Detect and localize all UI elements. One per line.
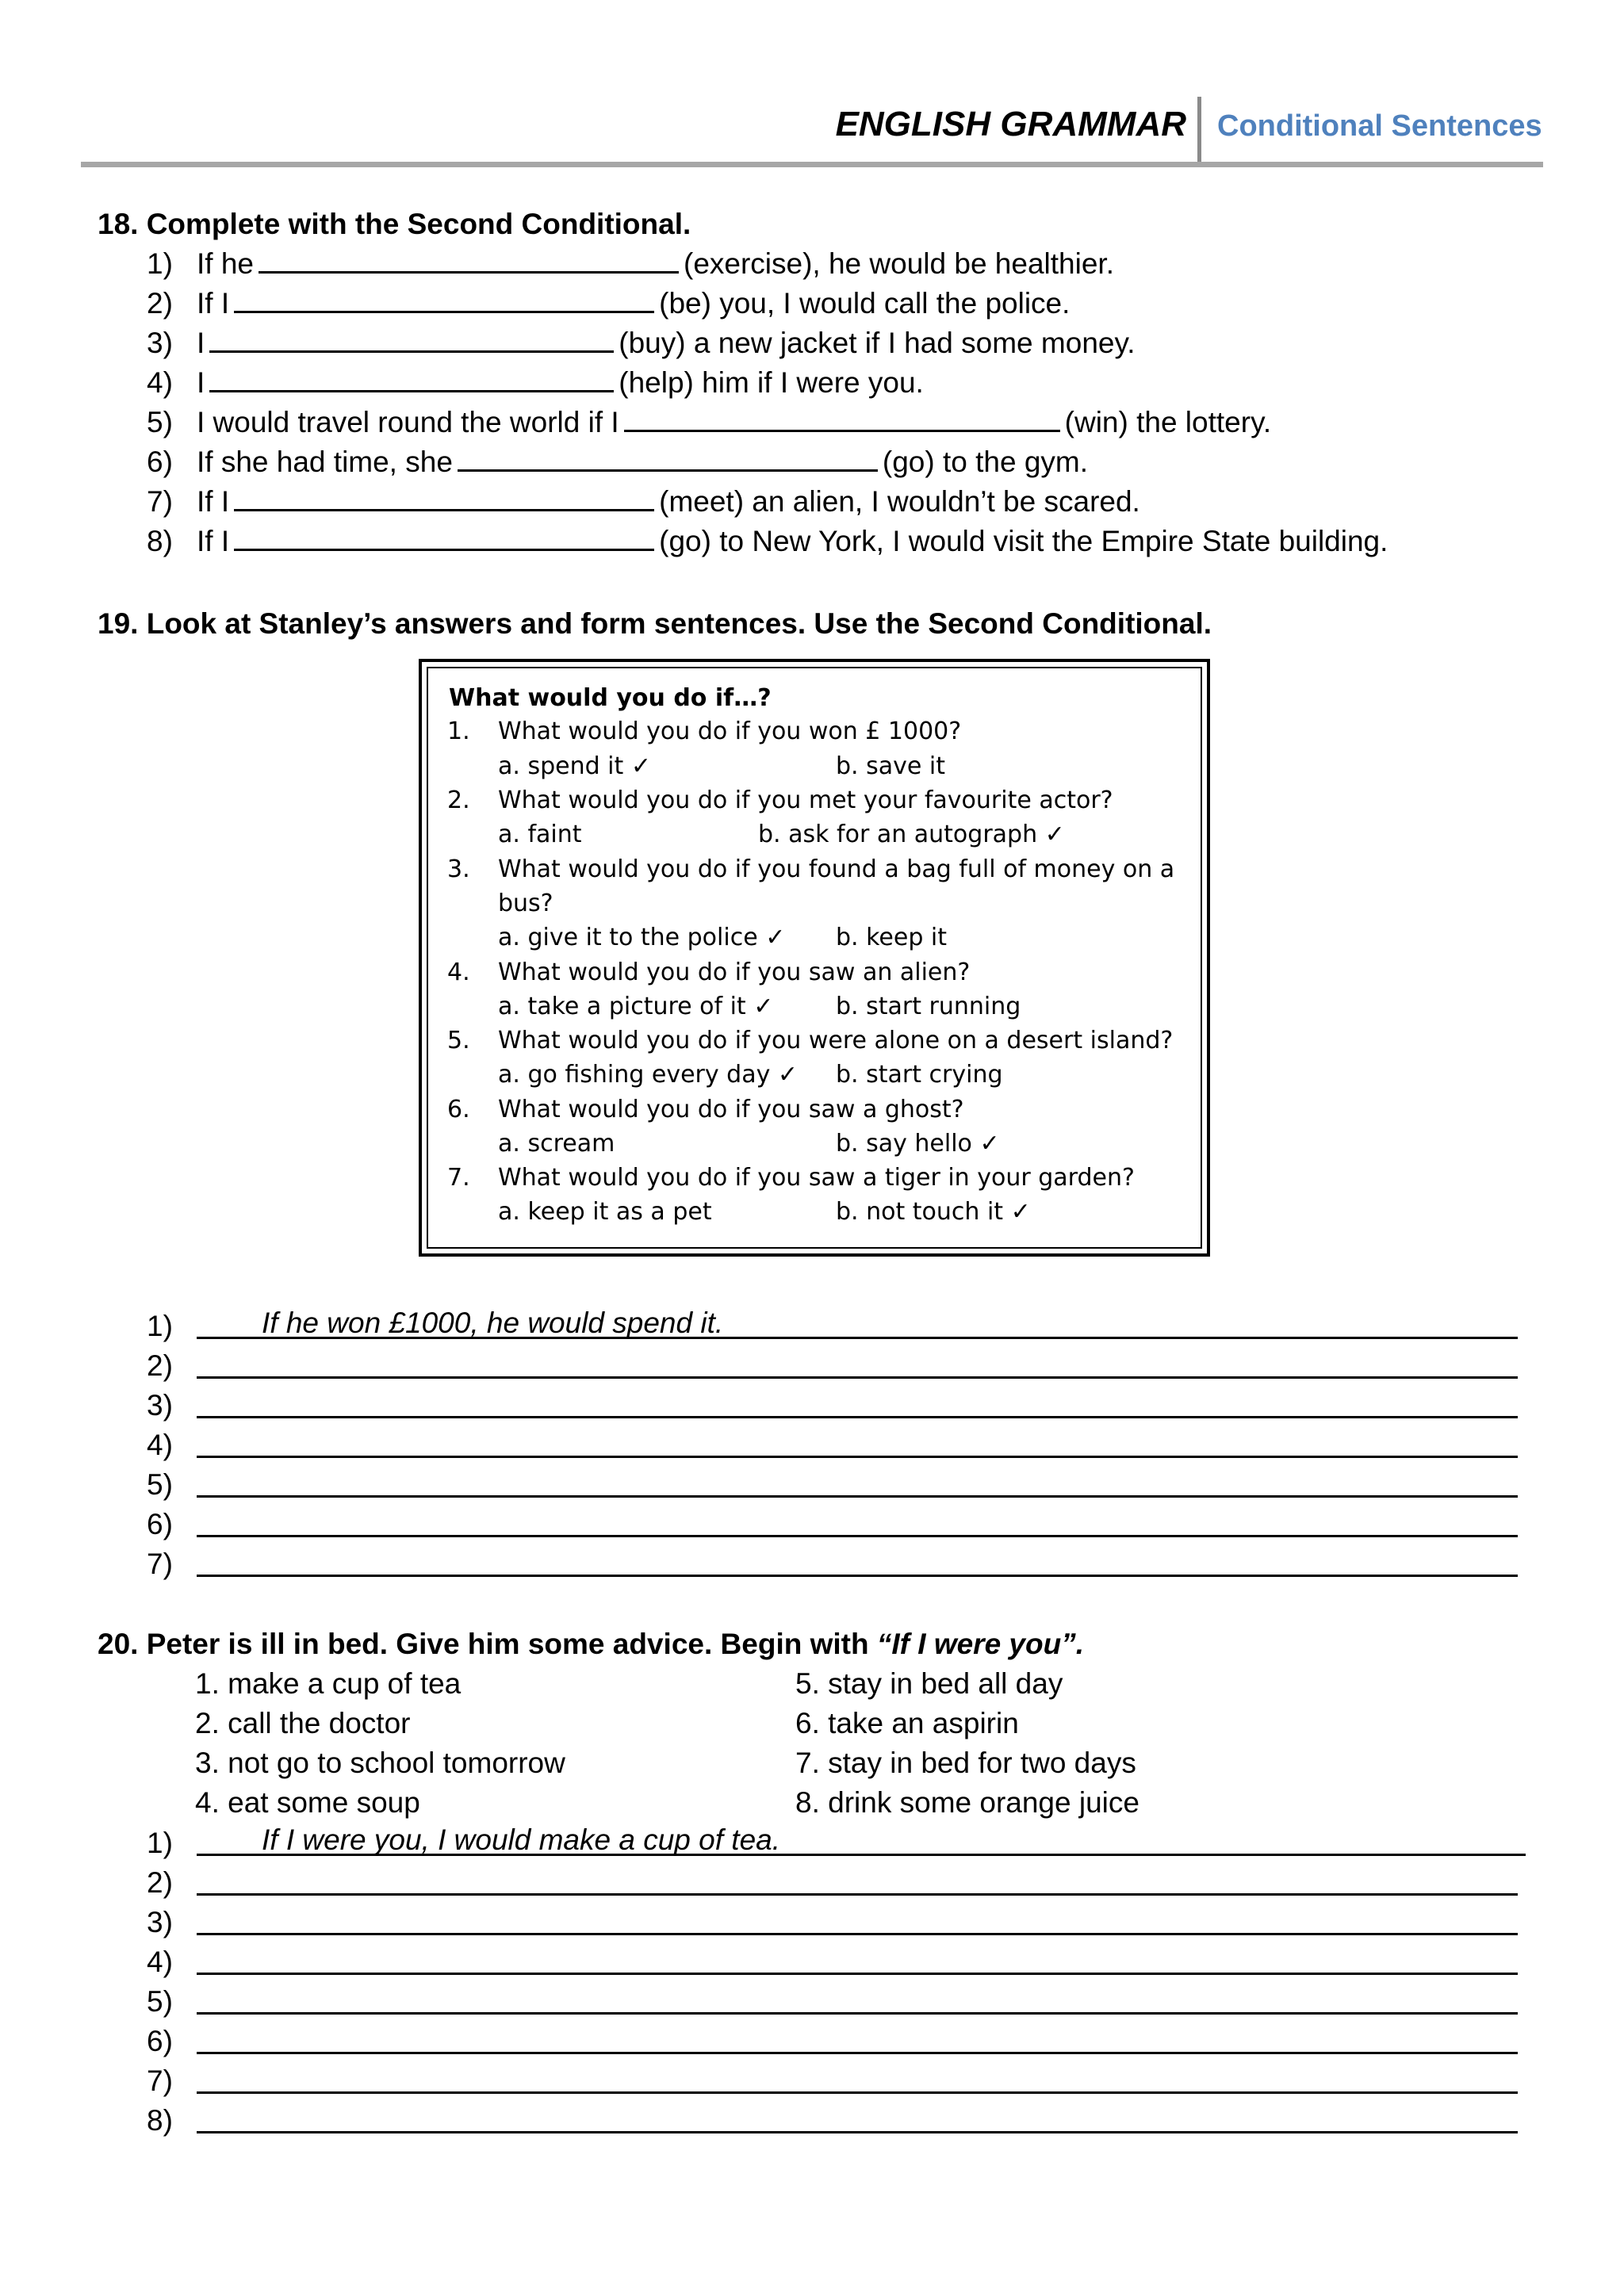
ex18-post: (exercise), he would be healthier. <box>684 247 1114 280</box>
survey-question-cont: bus? <box>498 890 553 917</box>
ex18-blank[interactable] <box>259 270 679 274</box>
ex18-blank[interactable] <box>234 310 654 313</box>
ex18-blank[interactable] <box>234 508 654 511</box>
survey-question: What would you do if you saw an alien? <box>498 959 971 986</box>
ex19-answer-num: 2) <box>147 1349 173 1382</box>
ex20-answer-num: 1) <box>147 1827 173 1859</box>
survey-option-b: b. save it <box>836 752 945 780</box>
advice-item: 7. stay in bed for two days <box>795 1747 1136 1779</box>
ex20-answer-line[interactable] <box>197 1982 1518 2015</box>
ex18-num: 2) <box>147 287 173 320</box>
ex18-post: (go) to New York, I would visit the Empire State building. <box>659 525 1388 557</box>
advice-item: 1. make a cup of tea <box>195 1667 462 1700</box>
ex20-answer-text <box>197 1863 262 1896</box>
ex19-answer-line[interactable] <box>197 1307 1518 1339</box>
ex18-pre: I <box>197 366 205 399</box>
ex18-pre: I would travel round the world if I <box>197 406 619 438</box>
ex18-num: 7) <box>147 485 173 518</box>
survey-option-a: a. take a picture of it ✓ <box>498 993 774 1020</box>
ex18-blank[interactable] <box>209 389 614 392</box>
ex18-item <box>197 287 1070 320</box>
ex19-answer-line[interactable] <box>197 1386 1518 1418</box>
header-rule <box>81 162 1543 167</box>
ex20-answer-line[interactable] <box>197 2061 1518 2094</box>
ex19-answer-num: 1) <box>147 1310 173 1342</box>
ex18-item <box>197 446 1088 479</box>
ex20-answer-text <box>197 1903 262 1935</box>
survey-option-b: b. ask for an autograph ✓ <box>758 821 1065 848</box>
survey-option-b: b. keep it <box>836 924 948 951</box>
survey-option-a: a. go fishing every day ✓ <box>498 1061 799 1089</box>
ex18-post: (buy) a new jacket if I had some money. <box>619 327 1136 359</box>
survey-option-b: b. start crying <box>836 1061 1003 1089</box>
ex18-pre: If he <box>197 247 254 280</box>
survey-option-b: b. start running <box>836 993 1021 1020</box>
ex19-answer-num: 4) <box>147 1429 173 1461</box>
ex18-pre: If I <box>197 525 230 557</box>
ex20-heading-text: 20. Peter is ill in bed. Give him some advice. Begin with <box>98 1628 869 1660</box>
ex20-answer-num: 4) <box>147 1946 173 1978</box>
survey-box-inner <box>427 667 1202 1249</box>
ex18-num: 6) <box>147 446 173 478</box>
ex18-num: 8) <box>147 525 173 557</box>
ex18-num: 4) <box>147 366 173 399</box>
ex18-item <box>197 406 1271 439</box>
ex18-blank[interactable] <box>234 548 654 551</box>
ex18-num: 5) <box>147 406 173 438</box>
ex18-post: (win) the lottery. <box>1064 406 1272 438</box>
ex19-answer-line[interactable] <box>197 1465 1518 1498</box>
ex20-example-answer: If I were you, I would make a cup of tea. <box>262 1823 781 1856</box>
survey-question: What would you do if you saw a tiger in your garden? <box>498 1164 1135 1192</box>
ex18-item <box>197 247 1114 281</box>
ex18-post: (be) you, I would call the police. <box>659 287 1071 320</box>
survey-option-a: a. give it to the police ✓ <box>498 924 786 951</box>
ex20-answer-num: 3) <box>147 1906 173 1938</box>
ex19-answer-line[interactable] <box>197 1346 1518 1379</box>
ex18-blank[interactable] <box>209 350 614 353</box>
ex20-heading <box>98 1628 1084 1661</box>
ex20-answer-num: 7) <box>147 2064 173 2097</box>
survey-option-b: b. not touch it ✓ <box>836 1198 1031 1226</box>
ex18-item <box>197 366 924 400</box>
ex19-answer-num: 5) <box>147 1468 173 1501</box>
survey-option-a: a. keep it as a pet <box>498 1198 712 1226</box>
advice-item: 4. eat some soup <box>195 1786 420 1819</box>
survey-q-num: 2. <box>447 786 470 814</box>
ex19-answer-text <box>197 1505 262 1537</box>
ex18-item <box>197 525 1388 558</box>
survey-q-num: 1. <box>447 718 470 745</box>
survey-option-a: a. spend it ✓ <box>498 752 651 780</box>
ex18-heading: 18. Complete with the Second Conditional. <box>98 208 691 240</box>
ex20-answer-text <box>197 2022 262 2054</box>
ex18-pre: I <box>197 327 205 359</box>
advice-item: 2. call the doctor <box>195 1707 411 1739</box>
survey-option-a: a. scream <box>498 1130 615 1158</box>
ex20-answer-num: 2) <box>147 1866 173 1899</box>
ex18-post: (help) him if I were you. <box>619 366 924 399</box>
ex19-answer-text <box>197 1544 262 1577</box>
survey-q-num: 4. <box>447 959 470 986</box>
page-title: ENGLISH GRAMMAR <box>835 105 1186 144</box>
ex20-answer-text <box>197 1982 262 2015</box>
ex19-answer-text <box>197 1425 262 1458</box>
page-subtitle: Conditional Sentences <box>1217 109 1542 143</box>
ex19-answer-line[interactable] <box>197 1425 1518 1458</box>
advice-item: 3. not go to school tomorrow <box>195 1747 565 1779</box>
ex20-answer-line[interactable] <box>197 1863 1518 1896</box>
ex18-pre: If I <box>197 287 230 320</box>
survey-question: What would you do if you won £ 1000? <box>498 718 962 745</box>
ex20-answer-text <box>197 1942 262 1975</box>
ex18-item <box>197 485 1140 519</box>
ex20-heading-quote: “If I were you”. <box>876 1628 1084 1660</box>
ex19-example-answer: If he won £1000, he would spend it. <box>262 1307 724 1339</box>
ex20-answer-line[interactable] <box>197 1903 1518 1935</box>
survey-q-num: 7. <box>447 1164 470 1192</box>
ex18-post: (meet) an alien, I wouldn’t be scared. <box>659 485 1140 518</box>
ex19-answer-text <box>197 1386 262 1418</box>
ex20-answer-text <box>197 2101 262 2133</box>
survey-box <box>419 659 1210 1257</box>
survey-option-b: b. say hello ✓ <box>836 1130 1000 1158</box>
ex20-answer-line[interactable] <box>197 2101 1518 2133</box>
ex19-answer-num: 3) <box>147 1389 173 1422</box>
ex18-pre: If she had time, she <box>197 446 453 478</box>
survey-title: What would you do if…? <box>449 684 772 712</box>
ex18-post: (go) to the gym. <box>882 446 1089 478</box>
advice-item: 5. stay in bed all day <box>795 1667 1063 1700</box>
ex20-answer-num: 6) <box>147 2025 173 2057</box>
ex19-answer-num: 7) <box>147 1548 173 1580</box>
survey-q-num: 6. <box>447 1096 470 1123</box>
survey-question: What would you do if you met your favourite actor? <box>498 786 1113 814</box>
ex18-item <box>197 327 1136 360</box>
ex20-answer-line[interactable] <box>197 1823 1526 1856</box>
ex18-blank[interactable] <box>458 469 878 472</box>
ex19-answer-num: 6) <box>147 1508 173 1540</box>
ex18-num: 3) <box>147 327 173 359</box>
ex20-answer-num: 5) <box>147 1985 173 2018</box>
ex19-answer-text <box>197 1465 262 1498</box>
ex18-num: 1) <box>147 247 173 280</box>
survey-option-a: a. faint <box>498 821 582 848</box>
header-separator <box>1197 97 1201 165</box>
advice-item: 8. drink some orange juice <box>795 1786 1139 1819</box>
ex20-answer-line[interactable] <box>197 2022 1518 2054</box>
survey-question: What would you do if you found a bag full of money on a <box>498 855 1175 883</box>
ex19-answer-line[interactable] <box>197 1544 1518 1577</box>
ex19-answer-text <box>197 1346 262 1379</box>
survey-q-num: 5. <box>447 1027 470 1054</box>
ex19-answer-line[interactable] <box>197 1505 1518 1537</box>
ex20-answer-line[interactable] <box>197 1942 1518 1975</box>
ex20-answer-text <box>197 2061 262 2094</box>
ex20-answer-num: 8) <box>147 2104 173 2137</box>
ex18-pre: If I <box>197 485 230 518</box>
survey-question: What would you do if you were alone on a desert island? <box>498 1027 1174 1054</box>
survey-question: What would you do if you saw a ghost? <box>498 1096 964 1123</box>
survey-q-num: 3. <box>447 855 470 883</box>
advice-item: 6. take an aspirin <box>795 1707 1019 1739</box>
ex18-blank[interactable] <box>624 429 1060 432</box>
ex19-heading: 19. Look at Stanley’s answers and form sentences. Use the Second Conditional. <box>98 607 1212 640</box>
